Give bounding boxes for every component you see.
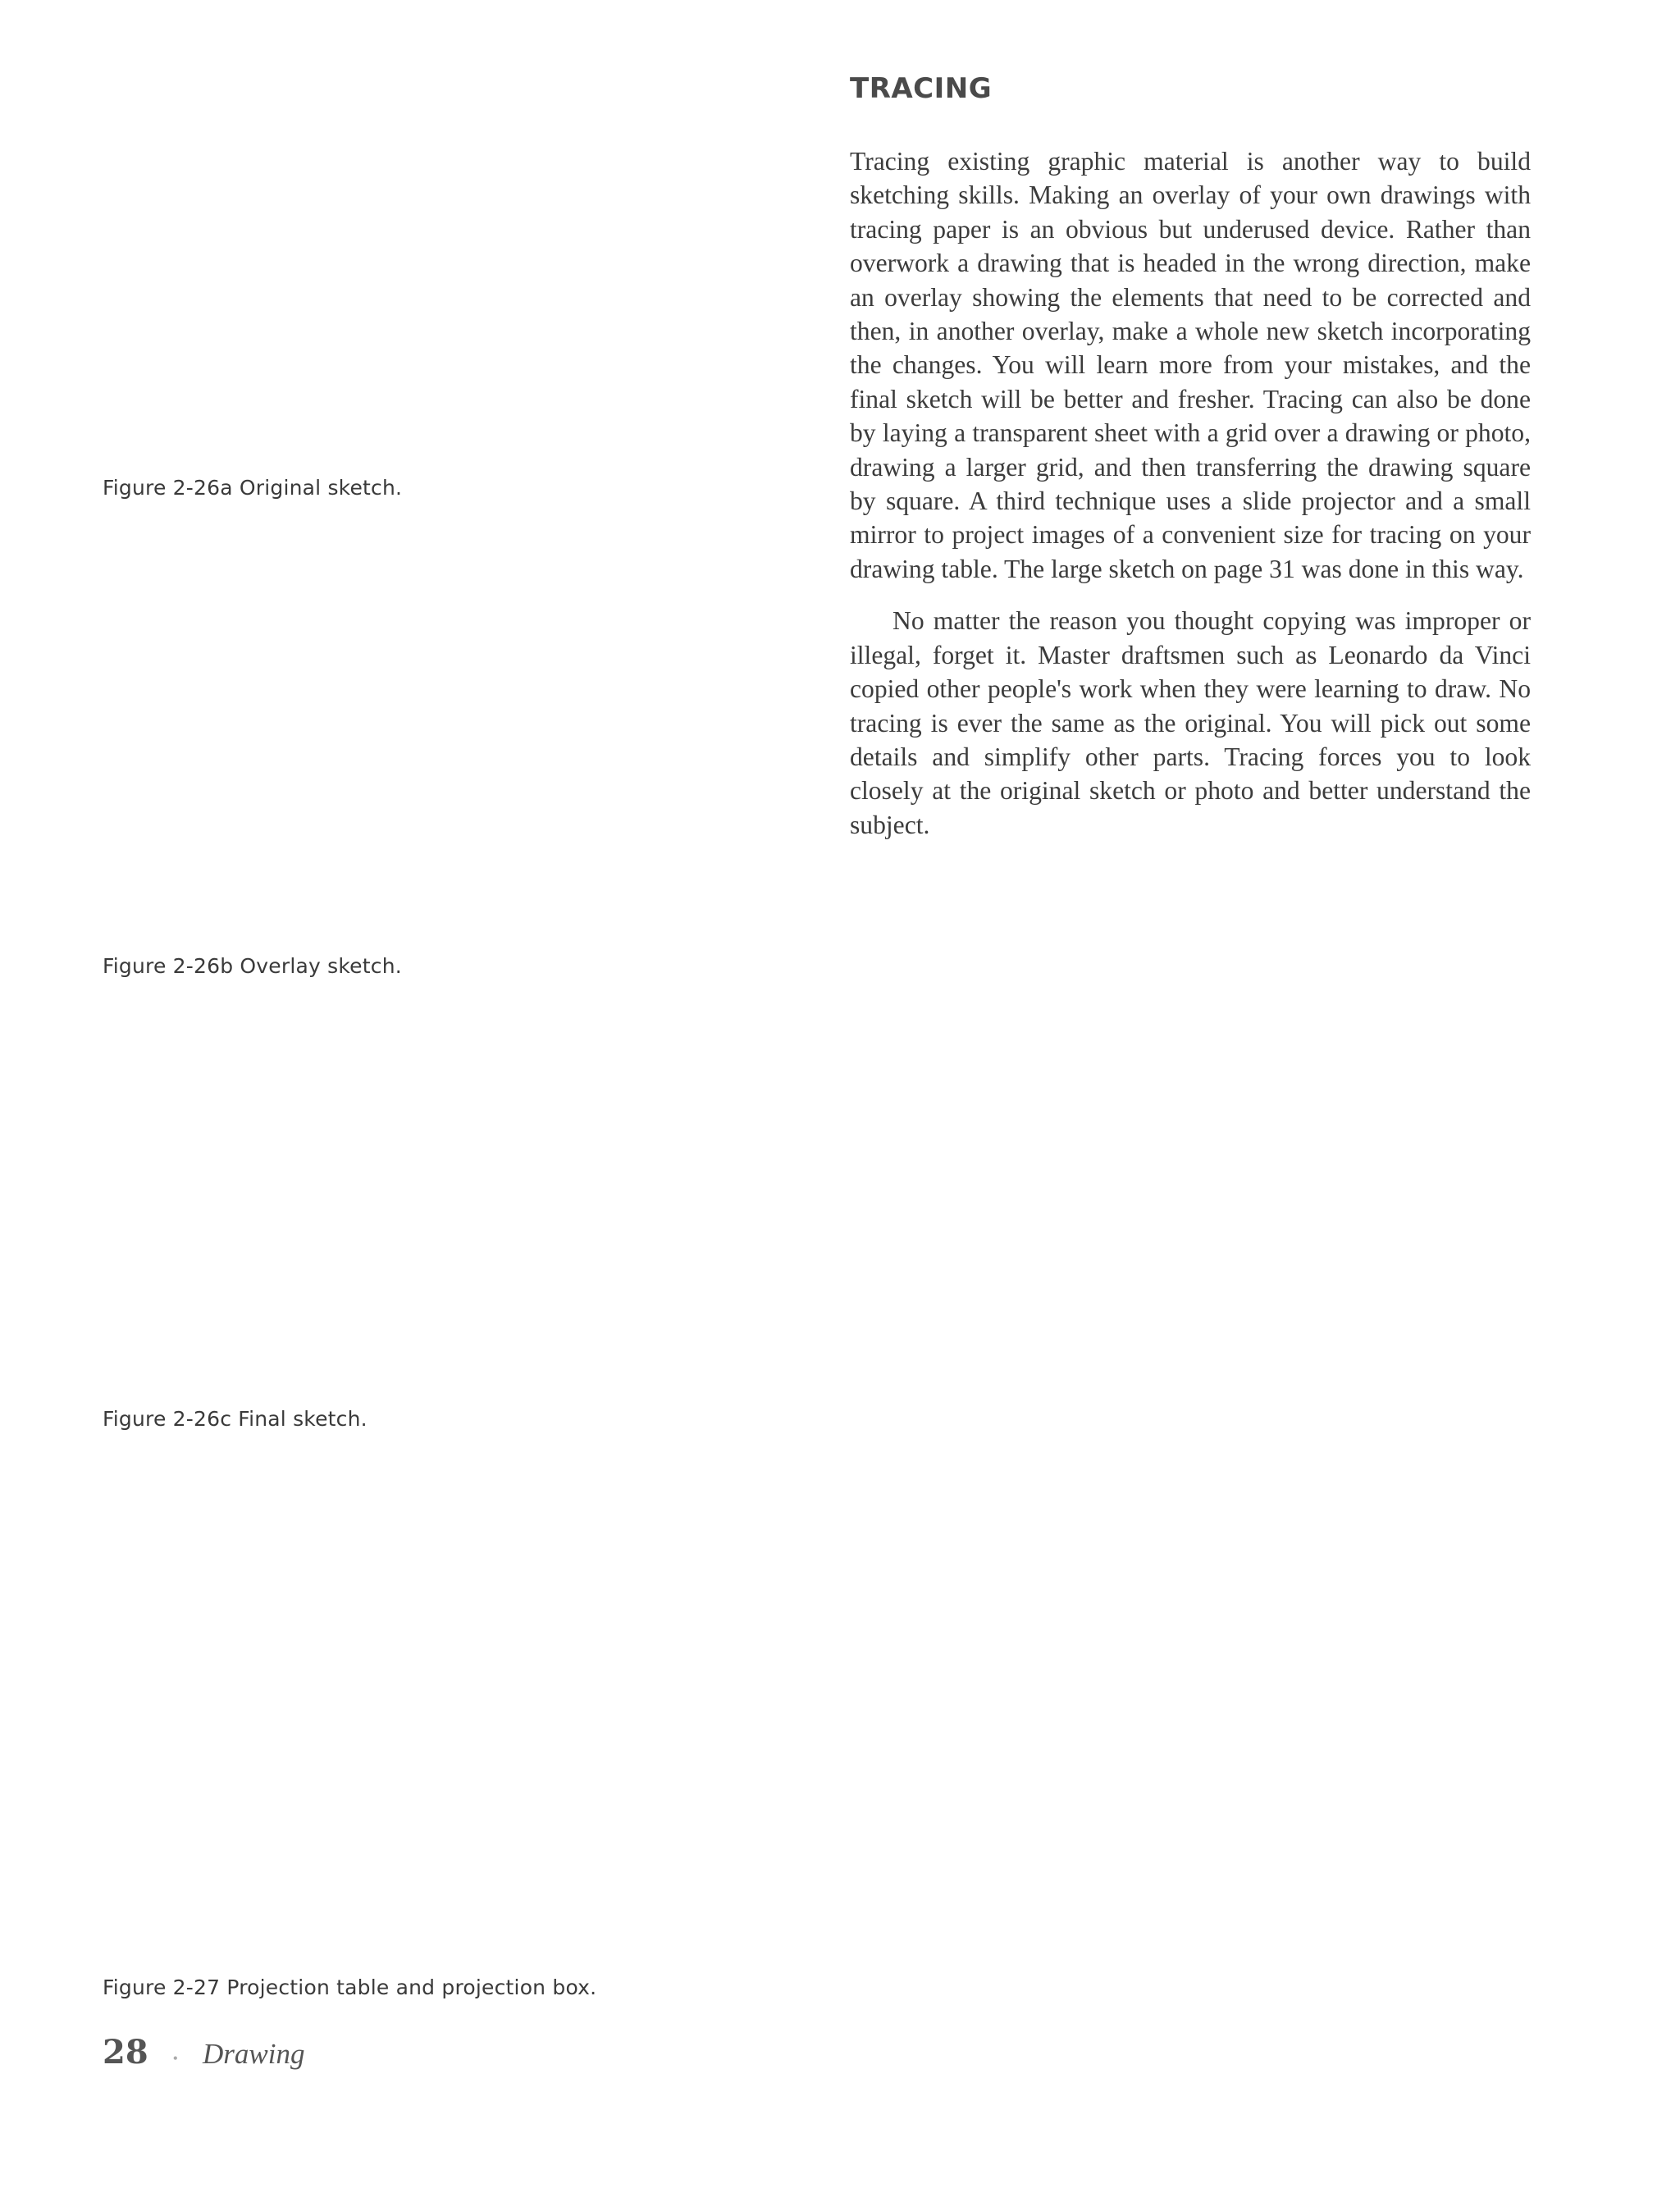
- wrong-annotation: wrong: [185, 155, 241, 176]
- label-glass: 1/4" clear plate glass: [1099, 1574, 1395, 1607]
- section-title: Drawing: [202, 2038, 305, 2070]
- label-sides-1: (sides reinforced: [1214, 1808, 1407, 1835]
- label-frame-1: Frame box: [1206, 1682, 1347, 1713]
- label-frame-2: constructed of: [1206, 1711, 1396, 1742]
- label-sides-2: with thin board: [1222, 1834, 1397, 1861]
- label-projector-2: slide: [302, 1691, 359, 1720]
- figure-2-26b-caption: Figure 2-26b Overlay sketch.: [103, 954, 402, 978]
- figure-2-26a-caption: Figure 2-26a Original sketch.: [103, 476, 403, 500]
- label-slides-2: right-side-up: [574, 1549, 732, 1578]
- body-text: [850, 144, 1531, 842]
- figure-2-27-caption: Figure 2-27 Projection table and projection box.: [103, 1975, 597, 1999]
- label-mirror: Mirror: [779, 1854, 858, 1885]
- label-projector-3: Projector: [302, 1718, 413, 1747]
- label-zoom-1: zoom lens: not: [632, 1642, 796, 1667]
- page-number: 28: [103, 2033, 148, 2071]
- figure-2-26c-caption: Figure 2-26c Final sketch.: [103, 1407, 368, 1431]
- label-sides-3: panels.): [1230, 1861, 1323, 1888]
- paragraph-2: No matter the reason you thought copying was improper or illegal, forget it. Master draftsmen such as Leonardo da Vinci copied other people's work when they were learning to draw. No tracing is ever the same as the original. You will pick out some details and simplify other parts. Tracing forces you to look closely at the original sketch or photo and better understand the subject.: [850, 606, 1531, 839]
- label-zoom-4: drawing size.: [632, 1715, 778, 1741]
- label-frame-3: 1"x1" wood stock: [1206, 1739, 1436, 1770]
- mirror-table-label: MIRROR TABLE: [1255, 1427, 1450, 1459]
- paragraph-1: Tracing existing graphic material is another way to build sketching skills. Making an overlay of your own drawings with tracing paper is an obvious but underused device. Rather than overwork a drawing that is headed in the wrong direction, make an overlay showing the elements that need to be corrected and then, in another overlay, make a whole new sketch incorporating the changes. You will learn more from your mistakes, and the final sketch will be better and fresher. Tracing can also be done by laying a transparent sheet with a grid over a drawing or photo, drawing a larger grid, and then transferring the drawing square by square. A third technique uses a slide projector and a small mirror to project images of a convenient size for tracing on your drawing table. The large sketch on page 31 was done in this way.: [850, 147, 1531, 583]
- label-slides-1: slides inserted: [556, 1520, 735, 1549]
- page-footer: [103, 2033, 304, 2071]
- footer-separator: •: [172, 2050, 178, 2067]
- label-projector-1: 35 mm.: [302, 1664, 397, 1692]
- section-heading: TRACING: [850, 72, 993, 105]
- label-zoom-3: adjustment of: [632, 1691, 787, 1716]
- label-zoom-2: essential but allows: [632, 1666, 851, 1692]
- label-mirror-box: MIRROR BOX: [1120, 1961, 1289, 1992]
